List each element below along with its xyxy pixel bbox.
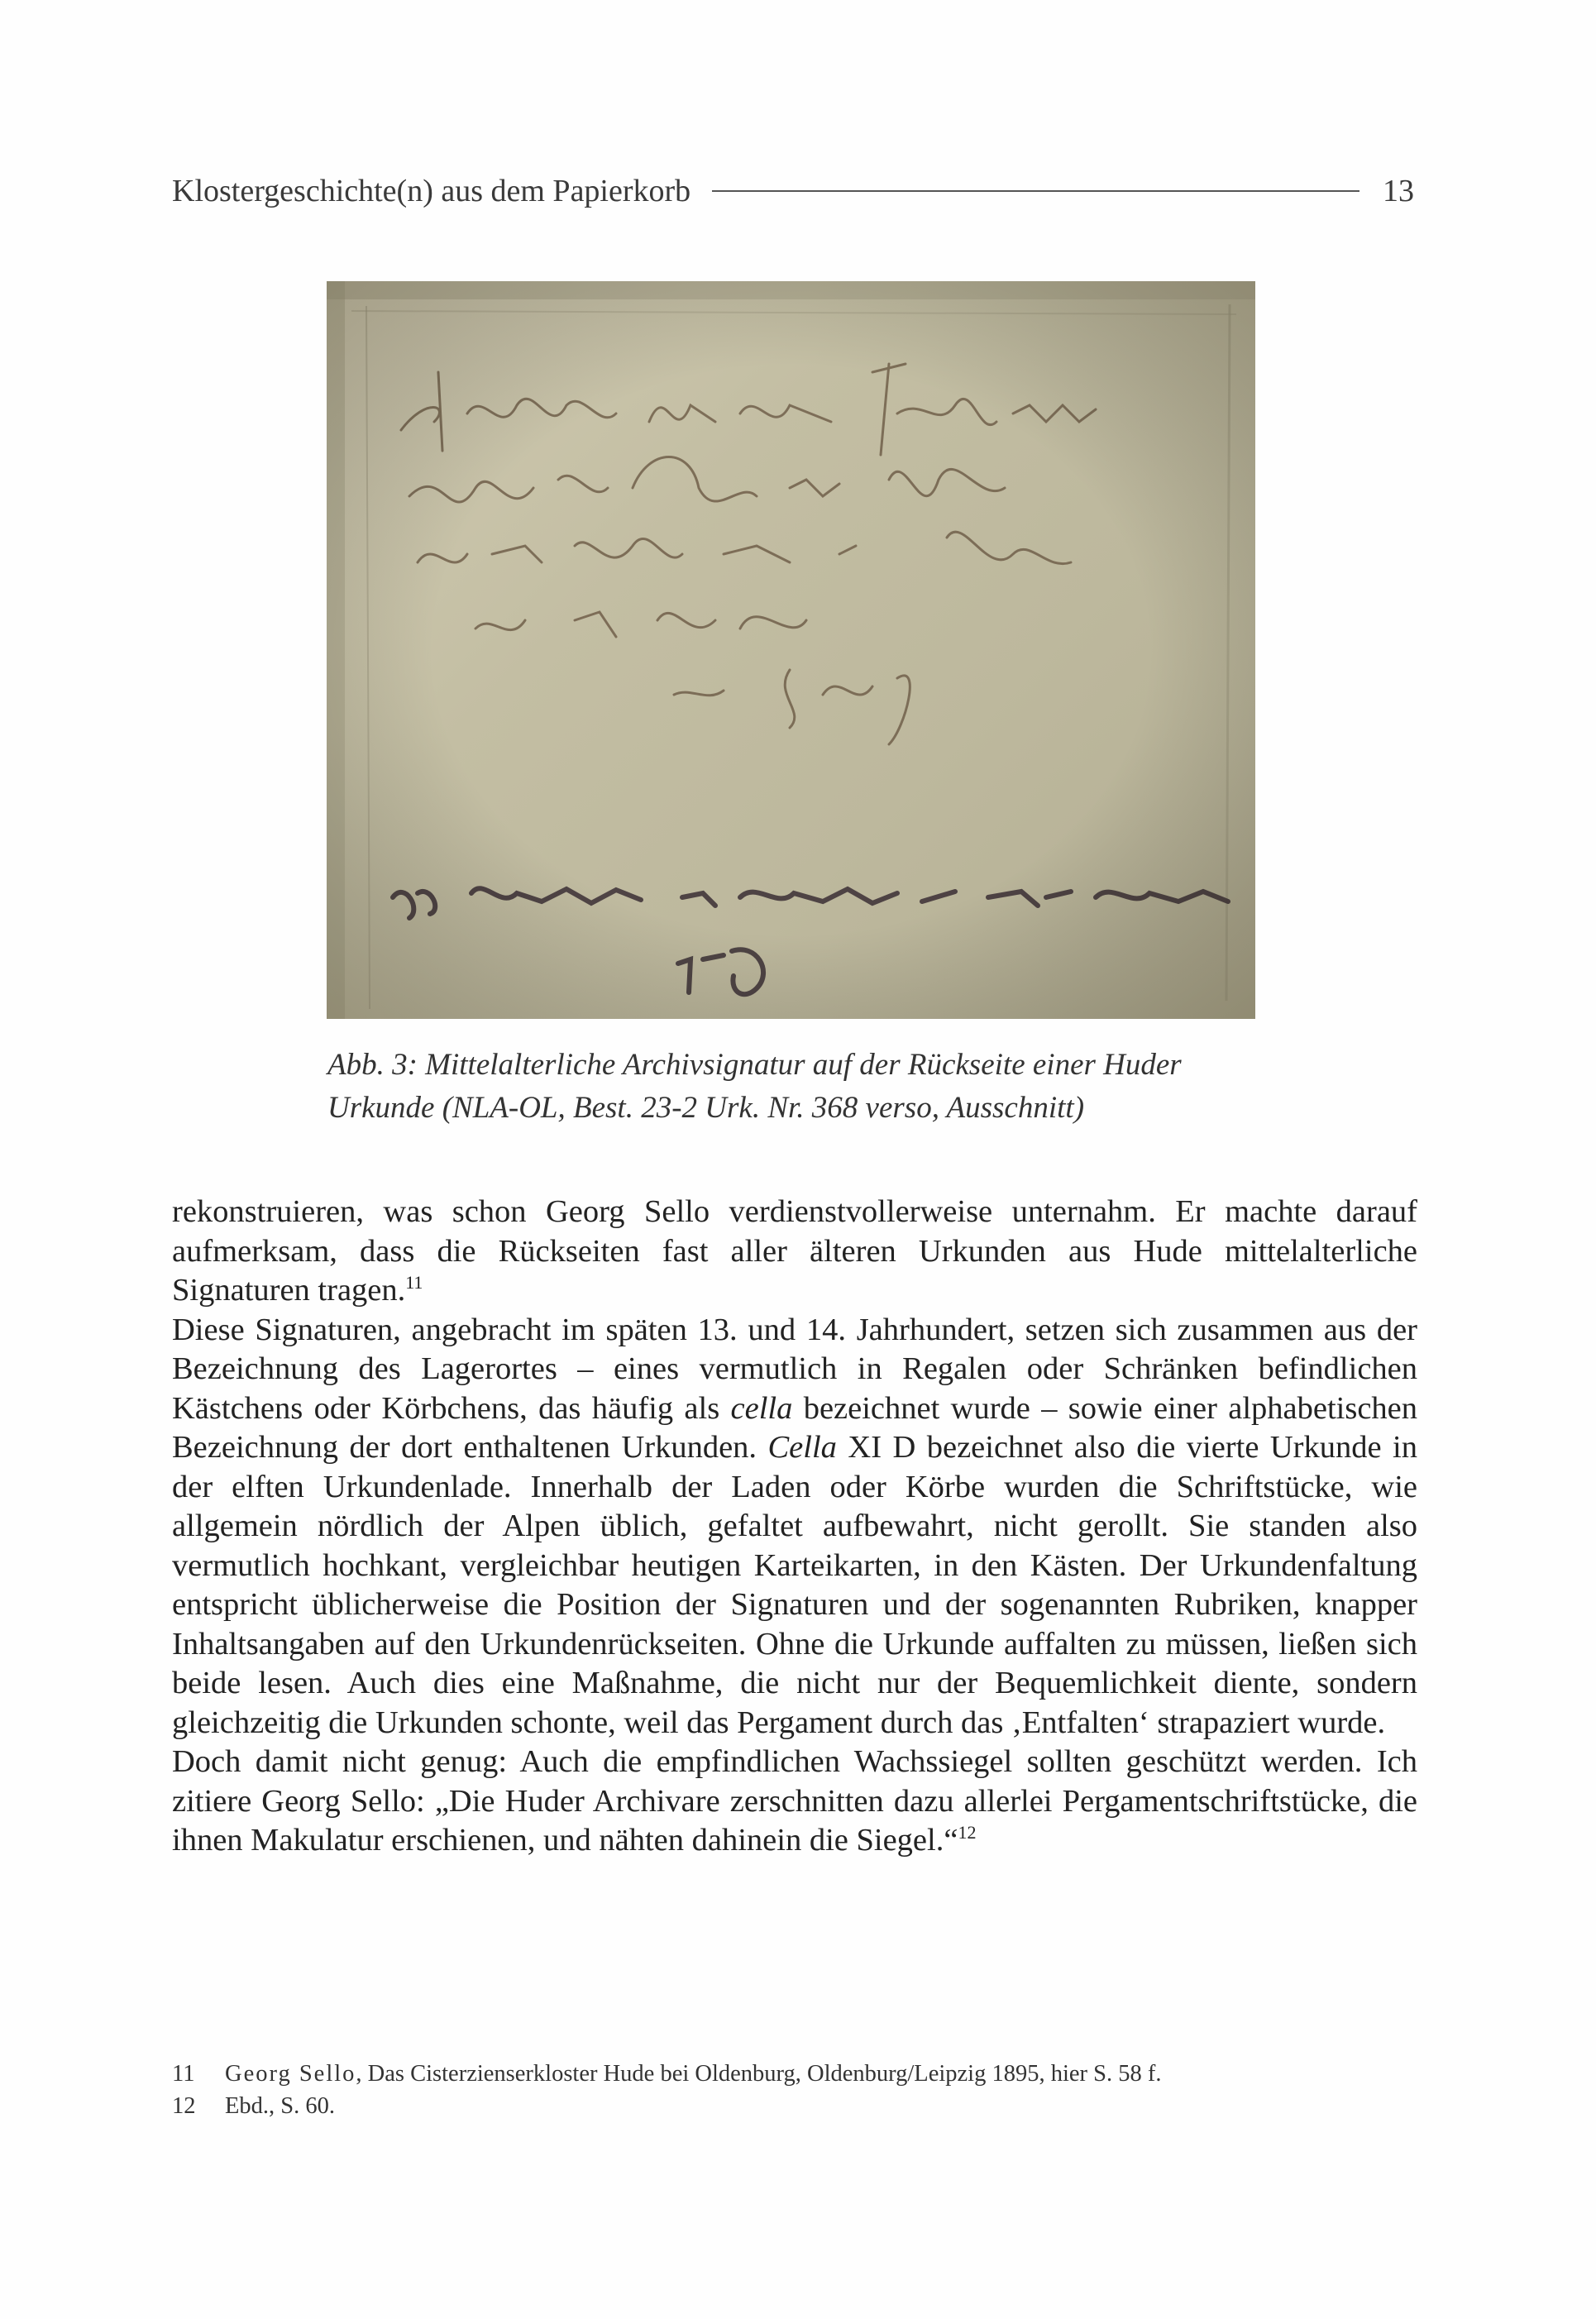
header-rule bbox=[712, 190, 1359, 192]
caption-line: Abb. 3: Mittelalterliche Archivsignatur auf der Rückseite einer Huder bbox=[327, 1048, 1182, 1082]
footnote-author: Georg Sello bbox=[225, 2061, 356, 2087]
paragraph bbox=[172, 1193, 1417, 1311]
parchment-photo bbox=[327, 281, 1255, 1019]
footnote-text bbox=[225, 2058, 1162, 2090]
footnote-body: Ebd., S. 60. bbox=[225, 2093, 336, 2119]
footnote-number: 11 bbox=[172, 2061, 195, 2087]
footnote bbox=[172, 2058, 1417, 2090]
footnote-number: 12 bbox=[172, 2093, 196, 2119]
paragraph-text: Diese Signaturen, angebracht im späten 13. und 14. Jahrhundert, setzen sich zusammen aus der Bezeichnung des Lagerortes – eines vermutlich in Regalen oder Schränken befindlichen Kästchens oder Körbchens, das häufig als bbox=[172, 1312, 1417, 1426]
paragraph-text: rekonstruieren, was schon Georg Sello verdienstvollerweise unternahm. Er machte darauf aufmerksam, dass die Rückseiten fast aller älteren Urkunden aus Hude mittelalterliche Signaturen tragen. bbox=[172, 1194, 1417, 1308]
footnote-ref: 12 bbox=[958, 1822, 977, 1843]
footnote-ref: 11 bbox=[405, 1272, 423, 1293]
footnotes bbox=[172, 2058, 1417, 2122]
latin-term: Cella bbox=[767, 1430, 837, 1465]
running-title: Klostergeschichte(n) aus dem Papierkorb bbox=[172, 174, 691, 208]
paragraph bbox=[172, 1311, 1417, 1743]
paragraph-text: XI D bezeichnet also die vierte Urkunde in der elften Urkundenlade. Innerhalb der Laden oder Körbe wurden die Schriftstücke, wie allgemein nördlich der Alpen üblich, gefaltet aufbewahrt, nicht gerollt. Sie standen also vermutlich hochkant, vergleichbar heutigen Karteikarten, in den Kästen. Der Urkundenfaltung entspricht üblicherweise die Position der Signaturen und der sogenannten Rubriken, knapper Inhaltsangaben auf den Urkundenrückseiten. Ohne die Urkunde auffalten zu müssen, ließen sich beide lesen. Auch dies eine Maßnahme, die nicht nur der Bequemlichkeit diente, sondern gleichzeitig die Urkunden schonte, weil das Pergament durch das ‚Entfalten‘ strapaziert wurde. bbox=[172, 1430, 1417, 1740]
paragraph-text: bezeichnet wurde – sowie einer alphabetischen Bezeichnung der dort enthaltenen Urkunden. bbox=[172, 1390, 1417, 1465]
figure-caption bbox=[327, 1044, 1262, 1130]
page-number: 13 bbox=[1383, 174, 1414, 208]
running-header bbox=[172, 164, 1414, 218]
caption-line: Urkunde (NLA-OL, Best. 23-2 Urk. Nr. 368 verso, Ausschnitt) bbox=[327, 1091, 1085, 1125]
footnote bbox=[172, 2090, 1417, 2122]
parchment-illustration bbox=[327, 281, 1255, 1019]
footnote-body: , Das Cisterzienserkloster Hude bei Oldenburg, Oldenburg/Leipzig 1895, hier S. 58 f. bbox=[356, 2061, 1162, 2087]
latin-term: cella bbox=[730, 1390, 793, 1426]
paragraph-text: Doch damit nicht genug: Auch die empfindlichen Wachssiegel sollten geschützt werden. Ich zitiere Georg Sello: „Die Huder Archivare zerschnitten dazu allerlei Pergamentschriftstücke, die ihnen Makulatur erschienen, und nähten dahinein die Siegel.“ bbox=[172, 1744, 1417, 1858]
paragraph bbox=[172, 1743, 1417, 1861]
body-text bbox=[172, 1193, 1417, 1861]
